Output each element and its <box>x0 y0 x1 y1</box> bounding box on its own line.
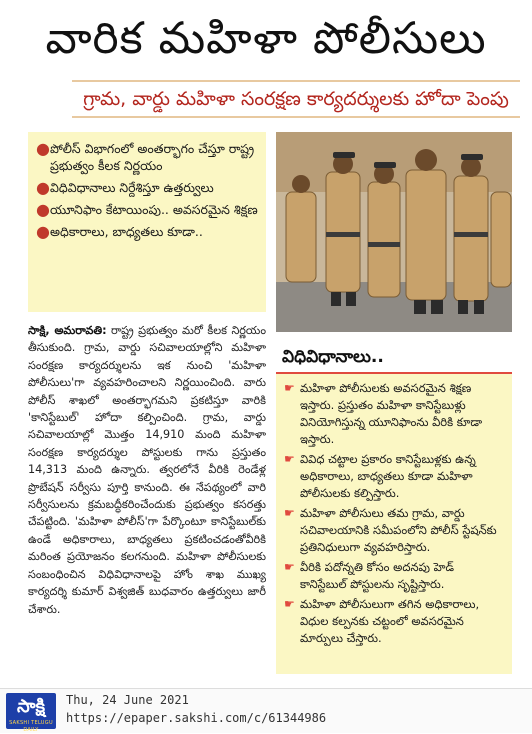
arrow-icon: ☛ <box>284 381 295 395</box>
highlight-text: విధివిధానాలు నిర్దేశిస్తూ ఉత్తర్వులు <box>50 180 214 195</box>
arrow-icon: ☛ <box>284 597 295 611</box>
sidebar-title: విధివిధానాలు.. <box>276 340 512 374</box>
highlight-item <box>36 140 258 174</box>
highlight-item <box>36 201 258 218</box>
sidebar-item <box>284 380 504 448</box>
article-body <box>28 322 266 678</box>
sidebar-item <box>284 596 504 647</box>
footer-url-link[interactable]: https://epaper.sakshi.com/c/61344986 <box>66 711 327 725</box>
bullet-icon: ● <box>36 178 50 197</box>
sidebar-item-text: మహిళా పోలీసులకు అవసరమైన శిక్షణ ఇస్తారు. ప్రస్తుతం మహిళా కానిస్టేబుళ్లు వినియోగిస్తున్న యూనిఫాంను వీరికి కూడా ఇస్తారు. <box>300 381 483 446</box>
sidebar-item <box>284 451 504 502</box>
logo-brand-text: సాక్షి <box>17 696 45 717</box>
bullet-icon: ● <box>36 139 50 158</box>
highlights-box <box>28 132 266 312</box>
arrow-icon: ☛ <box>284 506 295 520</box>
sidebar-item-text: వీరికి పదోన్నతి కోసం అదనపు హెడ్ కానిస్టేబుల్ పోస్టులను సృష్టిస్తారు. <box>300 560 455 591</box>
footer <box>0 688 532 733</box>
article-text: రాష్ట్ర ప్రభుత్వం మరో కీలక నిర్ణయం తీసుకుంది. గ్రామ, వార్డు సచివాలయాల్లోని మహిళా సంరక్షణ కార్యదర్శులను ఇక నుంచి 'మహిళా పోలీసులు'గా వ్యవహరించాలని నిర్ణయించింది. వారు పోలీస్ శాఖలో అంతర్భాగమని ప్రకటిస్తూ వారికి 'కానిస్టేబుల్' హోదా కల్పించింది. గ్రామ, వార్డు సచివాలయాల్లో మొత్తం 14,910 మంది మహిళా సంరక్షణ కార్యదర్శుల పోస్టులకు గాను ప్రస్తుతం 14,313 మంది ఉన్నారు. త్వరలోనే వీరికి రెండేళ్ల ప్రొబేషన్ సర్వీసు పూర్తి కానుంది. ఈ నేపథ్యంలో వారి సర్వీసులను క్రమబద్ధీకరించేందుకు ప్రభుత్వం కసరత్తు చేపట్టింది. 'మహిళా పోలీస్'గా పేర్కొంటూ కానిస్టేబుల్‌కు ఉండే అధికారాలు, బాధ్యతలు ప్రకటించడంతోవీరికి మరింత ప్రయోజనం కలగనుంది. మహిళా పోలీసులకు సంబంధించిన విధివిధానాలపై హోం శాఖ ముఖ్య కార్యదర్శి కుమార్ విశ్వజిత్ బుధవారం ఉత్తర్వులు జారీ చేశారు. <box>28 324 266 616</box>
highlight-text: అధికారాలు, బాధ్యతలు కూడా.. <box>50 224 203 239</box>
headline: వారిక మహిళా పోలీసులు <box>45 13 487 64</box>
sidebar-box <box>276 374 512 674</box>
highlight-text: యూనిఫాం కేటాయింపు.. అవసరమైన శిక్షణ <box>50 202 258 217</box>
footer-date: Thu, 24 June 2021 <box>66 693 189 707</box>
sidebar-item <box>284 559 504 593</box>
sidebar-item-text: మహిళా పోలీసులు తమ గ్రామ, వార్డు సచివాలయానికి సమీపంలోని పోలీస్ స్టేషన్‌కు ప్రతినిధులుగా వ్యవహరిస్తారు. <box>300 506 497 554</box>
logo-sub-text: SAKSHI TELUGU DAILY <box>9 720 53 733</box>
highlight-item <box>36 179 258 196</box>
article-dateline: సాక్షి, అమరావతి: <box>28 324 107 337</box>
highlight-text: పోలీస్ విభాగంలో అంతర్భాగం చేస్తూ రాష్ట్ర ప్రభుత్వం కీలక నిర్ణయం <box>50 141 255 173</box>
highlight-item <box>36 223 258 240</box>
sidebar-item <box>284 505 504 556</box>
subheadline: గ్రామ, వార్డు మహిళా సంరక్షణ కార్యదర్శులకు హోదా పెంపు <box>72 80 520 118</box>
bullet-icon: ● <box>36 200 50 219</box>
sidebar-item-text: మహిళా పోలీసులుగా తగిన అధికారాలు, విధుల కల్పనకు చట్టంలో అవసరమైన మార్పులు చేస్తారు. <box>300 597 480 645</box>
sidebar-item-text: వివిధ చట్టాల ప్రకారం కానిస్టేబుళ్లకు ఉన్న అధికారాలు, బాధ్యతలు కూడా మహిళా పోలీసులకు కల్పిస్తారు. <box>300 452 476 500</box>
arrow-icon: ☛ <box>284 560 295 574</box>
photo-women-police <box>276 132 512 332</box>
bullet-icon: ● <box>36 222 50 241</box>
sakshi-logo[interactable] <box>6 693 56 733</box>
arrow-icon: ☛ <box>284 452 295 466</box>
